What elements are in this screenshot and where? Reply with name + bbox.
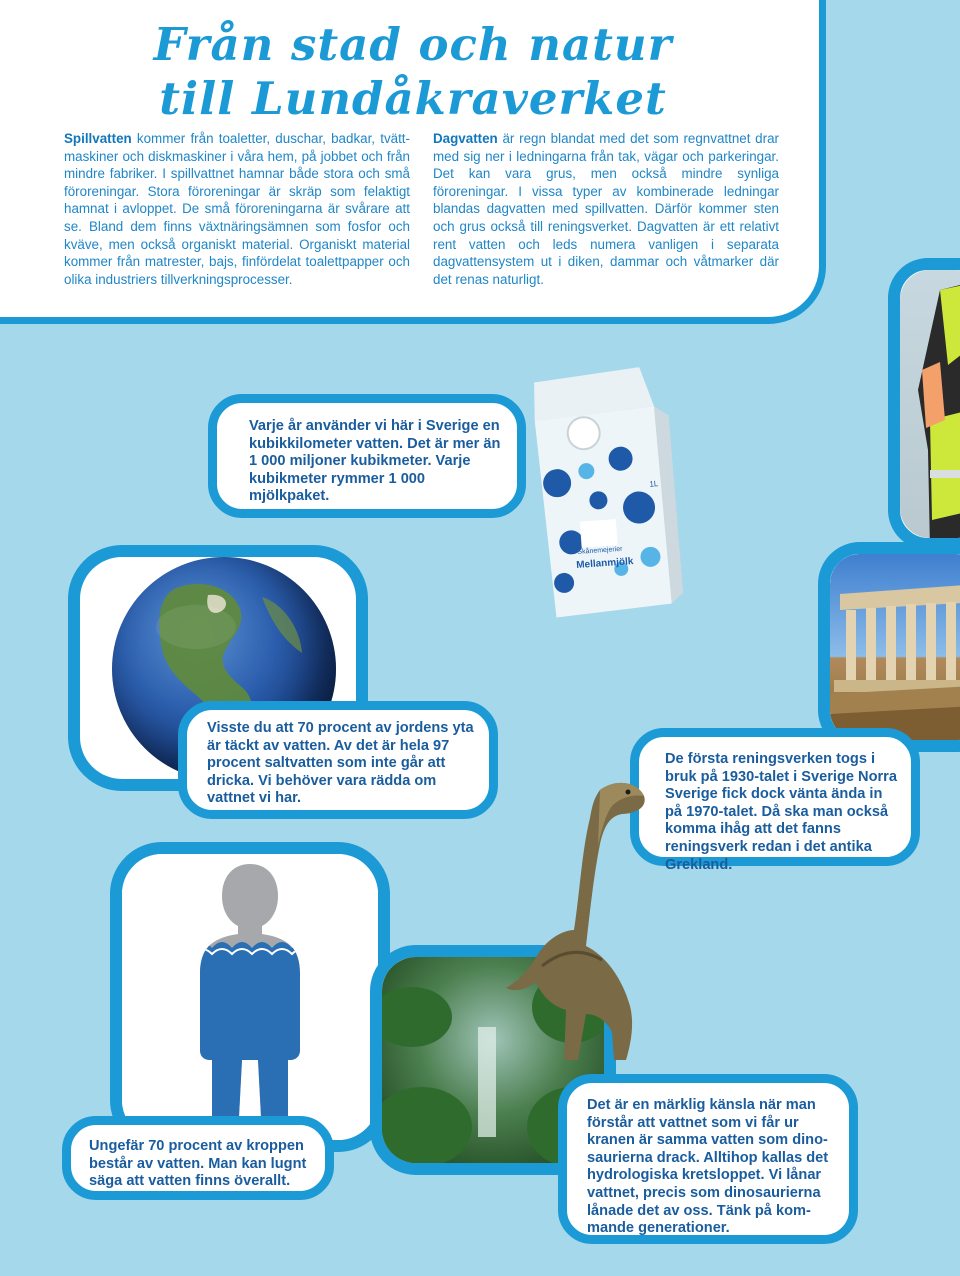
fact-greece-text: De första reningsverken togs i bruk på 1930-talet i Sverige Norra Sverige fick dock vänta ända in på 1970-talet. Då ska man också komma ihåg att det fanns reningsverk redan i det antika Grekland.	[665, 751, 897, 873]
human-water-silhouette	[122, 854, 378, 1140]
milk-carton-volume: 1L	[649, 479, 659, 489]
worker-illustration	[900, 270, 960, 538]
fact-bubble-body	[62, 1116, 334, 1200]
fact-milk-text: Varje år använder vi här i Sverige en kubikkilometer vatten. Det är mer än 1 000 miljoner kubikmeter. Varje kubikmeter rymmer 1 000 mjölkpaket.	[249, 418, 501, 505]
intro-dagvatten-text: är regn blandat med det som regnvattnet drar med sig ner i ledningarna från tak, vägar och parkeringar. Det kan vara grus, men också mindre synliga föroreningar. I vissa typer av kombinerade ledningar blandas dagvatten med spillvatten. Därför kommer sten och grus också till reningsverket. Dagvatten är ett relativt rent vatten och leds numera vanligen i separata dagvattensystem ut i diken, dammar och våtmarker där det renas naturligt.	[433, 131, 779, 287]
intro-dagvatten-lead: Dagvatten	[433, 131, 498, 146]
milk-carton-image	[520, 365, 687, 623]
parthenon-illustration	[830, 554, 960, 740]
fact-bubble-milk	[208, 394, 526, 518]
body-image	[122, 854, 378, 1140]
intro-spillvatten	[64, 130, 410, 288]
page-title	[0, 18, 826, 126]
body-image-frame	[110, 842, 390, 1152]
fact-earth-text: Visste du att 70 procent av jordens yta är täckt av vatten. Av det är hela 97 procent saltvatten som inte går att dricka. Vi behöver vara rädda om vattnet vi har.	[207, 720, 474, 807]
milk-carton-illustration	[520, 365, 687, 623]
fact-bubble-earth	[178, 701, 498, 819]
parthenon-image-frame	[818, 542, 960, 752]
worker-image	[900, 270, 960, 538]
title-line-2: till Lundåkraverket	[159, 72, 667, 125]
intro-spillvatten-text: kommer från toaletter, duschar, badkar, tvättmaskiner och diskmaskiner i våra hem, på jobbet och från mindre fabriker. I spillvattnet hamnar både stora och små föroreningar. Stora föroreningar är skräp som felaktigt hamnat i avloppet. De små föroreningarna är svårare att se. Bland dem finns växtnäringsämnen som fosfor och kväve, men också organiskt material. Organiskt material kommer från matrester, bajs, finfördelat toalettpapper och olika industriers tillverkningsprocesser.	[64, 131, 410, 287]
parthenon-image	[830, 554, 960, 740]
title-line-1: Från stad och natur	[153, 18, 673, 71]
fact-bubble-dino	[558, 1074, 858, 1244]
fact-dino-text: Det är en märklig känsla när man förstår att vattnet som vi får ur kranen är samma vatten som dinosaurierna drack. Alltihop kallas det hydrologiska kretsloppet. Vi lånar vattnet, precis som dinosaurierna lånade det av oss. Tänk på kommande generationer.	[587, 1097, 829, 1237]
worker-image-frame	[888, 258, 960, 550]
milk-carton-brand: Skånemejerier	[577, 545, 623, 556]
intro-dagvatten	[433, 130, 779, 288]
milk-carton-product: Mellanmjölk	[575, 556, 634, 572]
fact-body-text: Ungefär 70 procent av kroppen består av vatten. Man kan lugnt säga att vatten finns överallt.	[89, 1138, 307, 1190]
intro-spillvatten-lead: Spillvatten	[64, 131, 132, 146]
dinosaur-illustration	[482, 770, 692, 1110]
